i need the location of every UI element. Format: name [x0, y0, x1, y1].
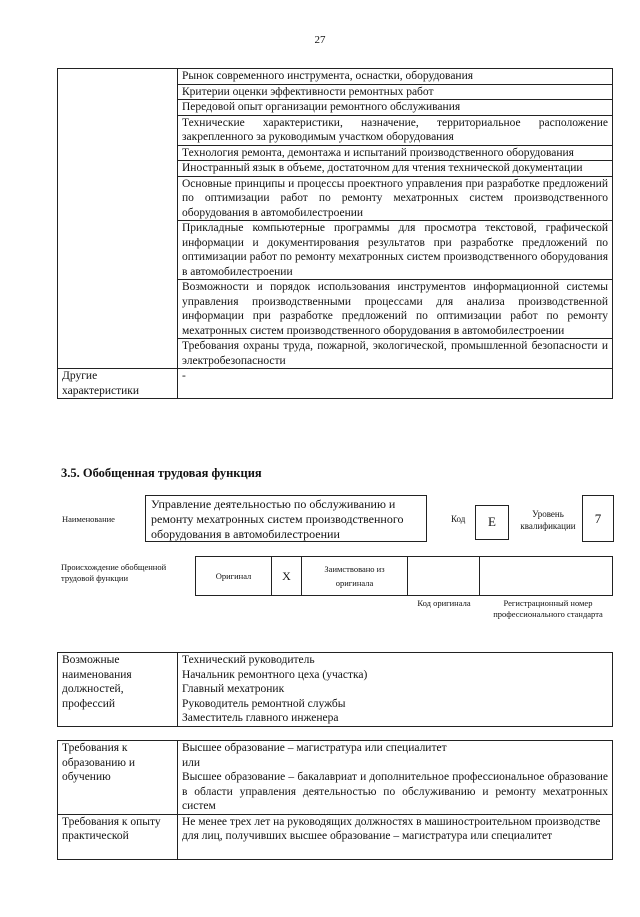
origin-borrowed-label: Заимствовано из оригинала [302, 557, 408, 596]
knowledge-item: Основные принципы и процессы проектного управления при разработке предложений по оптимизации работ по ремонту мехатронных систем производственного оборудования в автомобилестроении [178, 176, 613, 221]
origin-reg-cell [480, 557, 613, 596]
knowledge-label-cell [58, 69, 178, 369]
other-characteristics-value: - [178, 369, 613, 399]
education-label: Требования к образованию и обучению [58, 741, 178, 815]
positions-list [178, 653, 613, 727]
origin-original-mark: X [272, 557, 302, 596]
table-row [58, 653, 613, 727]
knowledge-item: Возможности и порядок использования инструментов информационной системы управления производственными процессами для анализа производственной информации при разработке предложений по оптимизации работ по ремонту мехатронных систем производственного оборудования в автомобилестроении [178, 280, 613, 339]
position-item: Заместитель главного инженера [182, 712, 339, 724]
knowledge-item: Технические характеристики, назначение, территориальное расположение закрепленного за руководимым участком оборудования [178, 115, 613, 145]
knowledge-item: Требования охраны труда, пожарной, экологической, промышленной безопасности и электробезопасности [178, 339, 613, 369]
knowledge-item: Технология ремонта, демонтажа и испытаний производственного оборудования [178, 145, 613, 161]
knowledge-item: Прикладные компьютерные программы для просмотра текстовой, графической информации и документирования результатов при разработке предложений по оптимизации работ по ремонту мехатронных систем производственного оборудования в автомобилестроении [178, 221, 613, 280]
other-characteristics-label: Другие характеристики [58, 369, 178, 399]
table-row [58, 741, 613, 815]
table-row [58, 69, 613, 85]
origin-reg-caption: Регистрационный номер профессионального стандарта [493, 598, 603, 619]
origin-original-label: Оригинал [196, 557, 272, 596]
experience-label: Требования к опыту практической [58, 814, 178, 859]
code-label: Код [451, 514, 466, 524]
table-row [58, 814, 613, 859]
level-label: Уровень квалификации [520, 509, 576, 531]
code-box: E [475, 505, 509, 540]
education-line: или [182, 756, 201, 769]
origin-code-cell [408, 557, 480, 596]
page-number: 27 [314, 34, 326, 46]
education-line: Высшее образование – бакалавриат и дополнительное профессиональное образование в области управления деятельностью по обслуживанию и ремонту мехатронных систем [182, 771, 608, 812]
education-value [178, 741, 613, 815]
education-table [57, 740, 613, 860]
origin-code-caption: Код оригинала [417, 598, 471, 608]
education-line: Высшее образование – магистратура или специалитет [182, 742, 447, 754]
level-box: 7 [582, 495, 614, 542]
origin-table [195, 556, 613, 596]
section-title: 3.5. Обобщенная трудовая функция [61, 466, 262, 480]
position-item: Руководитель ремонтной службы [182, 697, 346, 710]
knowledge-item: Критерии оценки эффективности ремонтных работ [178, 84, 613, 100]
knowledge-item: Передовой опыт организации ремонтного обслуживания [178, 100, 613, 116]
knowledge-item: Иностранный язык в объеме, достаточном для чтения технической документации [178, 161, 613, 177]
origin-label: Происхождение обобщенной трудовой функции [61, 562, 167, 583]
knowledge-table [57, 68, 613, 399]
positions-table [57, 652, 613, 727]
name-label: Наименование [62, 514, 115, 524]
experience-value: Не менее трех лет на руководящих должностях в машиностроительном производстве для лиц, получивших высшее образование – магистратура или специалитет [178, 814, 613, 859]
position-item: Главный мехатроник [182, 683, 285, 695]
knowledge-item: Рынок современного инструмента, оснастки, оборудования [178, 69, 613, 85]
function-name-box: Управление деятельностью по обслуживанию и ремонту мехатронных систем производственного оборудования в автомобилестроении [145, 495, 427, 542]
position-item: Начальник ремонтного цеха (участка) [182, 668, 368, 681]
positions-label: Возможные наименования должностей, профессий [58, 653, 178, 727]
table-row [196, 557, 613, 596]
table-row [58, 369, 613, 399]
position-item: Технический руководитель [182, 654, 315, 666]
